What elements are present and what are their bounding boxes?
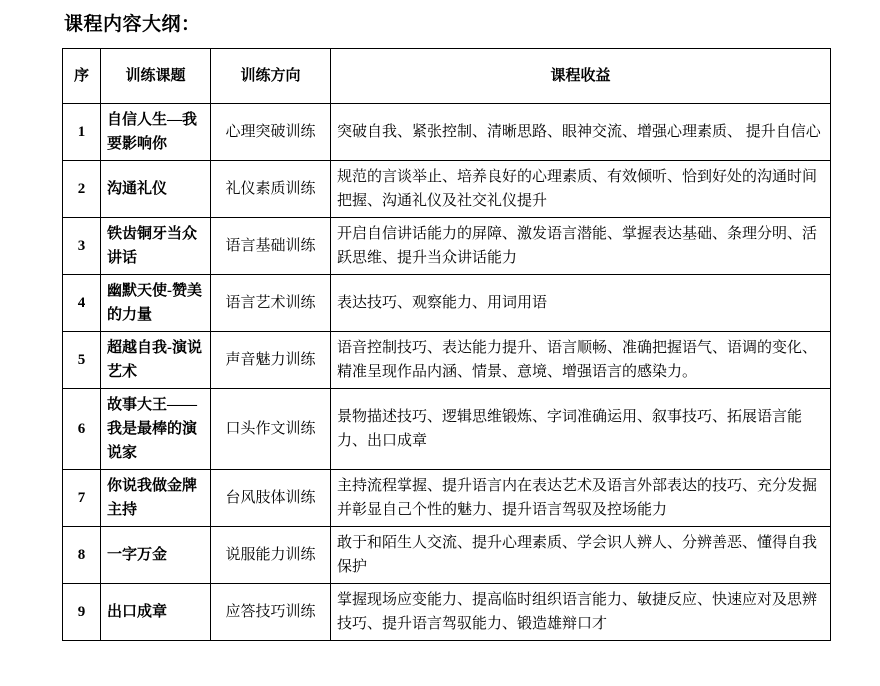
column-header-direction: 训练方向: [211, 49, 331, 104]
cell-topic: 铁齿铜牙当众讲话: [101, 218, 211, 275]
table-row: [63, 389, 831, 470]
table-row: [63, 527, 831, 584]
cell-benefit: 敢于和陌生人交流、提升心理素质、学会识人辨人、分辨善恶、懂得自我保护: [331, 527, 831, 584]
cell-direction: 台风肢体训练: [211, 470, 331, 527]
cell-direction: 声音魅力训练: [211, 332, 331, 389]
table-row: [63, 161, 831, 218]
cell-seq: 4: [63, 275, 101, 332]
cell-seq: 9: [63, 584, 101, 641]
cell-topic: 出口成章: [101, 584, 211, 641]
cell-benefit: 掌握现场应变能力、提高临时组织语言能力、敏捷反应、快速应对及思辨技巧、提升语言驾驭能力、锻造雄辩口才: [331, 584, 831, 641]
cell-direction: 心理突破训练: [211, 104, 331, 161]
cell-topic: 沟通礼仪: [101, 161, 211, 218]
cell-seq: 8: [63, 527, 101, 584]
cell-benefit: 景物描述技巧、逻辑思维锻炼、字词准确运用、叙事技巧、拓展语言能力、出口成章: [331, 389, 831, 470]
page-title: 课程内容大纲：: [64, 14, 201, 35]
cell-seq: 1: [63, 104, 101, 161]
cell-topic: 幽默天使-赞美的力量: [101, 275, 211, 332]
cell-direction: 应答技巧训练: [211, 584, 331, 641]
table-header-row: [63, 49, 831, 104]
cell-direction: 语言艺术训练: [211, 275, 331, 332]
cell-seq: 6: [63, 389, 101, 470]
table-row: [63, 218, 831, 275]
cell-benefit: 规范的言谈举止、培养良好的心理素质、有效倾听、恰到好处的沟通时间把握、沟通礼仪及社交礼仪提升: [331, 161, 831, 218]
table-row: [63, 584, 831, 641]
cell-seq: 7: [63, 470, 101, 527]
table-row: [63, 332, 831, 389]
cell-topic: 你说我做金牌主持: [101, 470, 211, 527]
cell-benefit: 开启自信讲话能力的屏障、激发语言潜能、掌握表达基础、条理分明、活跃思维、提升当众讲话能力: [331, 218, 831, 275]
cell-topic: 超越自我-演说艺术: [101, 332, 211, 389]
cell-direction: 口头作文训练: [211, 389, 331, 470]
cell-direction: 说服能力训练: [211, 527, 331, 584]
cell-benefit: 表达技巧、观察能力、用词用语: [331, 275, 831, 332]
cell-topic: 故事大王——我是最棒的演说家: [101, 389, 211, 470]
cell-benefit: 突破自我、紧张控制、清晰思路、眼神交流、增强心理素质、 提升自信心: [331, 104, 831, 161]
cell-direction: 礼仪素质训练: [211, 161, 331, 218]
cell-topic: 自信人生—我要影响你: [101, 104, 211, 161]
table-row: [63, 470, 831, 527]
table-row: [63, 104, 831, 161]
cell-topic: 一字万金: [101, 527, 211, 584]
cell-seq: 2: [63, 161, 101, 218]
column-header-benefit: 课程收益: [331, 49, 831, 104]
cell-benefit: 主持流程掌握、提升语言内在表达艺术及语言外部表达的技巧、充分发掘并彰显自己个性的魅力、提升语言驾驭及控场能力: [331, 470, 831, 527]
column-header-topic: 训练课题: [101, 49, 211, 104]
cell-benefit: 语音控制技巧、表达能力提升、语言顺畅、准确把握语气、语调的变化、精准呈现作品内涵、情景、意境、增强语言的感染力。: [331, 332, 831, 389]
column-header-seq: 序: [63, 49, 101, 104]
cell-seq: 5: [63, 332, 101, 389]
course-outline-table: [62, 48, 831, 641]
table-row: [63, 275, 831, 332]
cell-seq: 3: [63, 218, 101, 275]
cell-direction: 语言基础训练: [211, 218, 331, 275]
